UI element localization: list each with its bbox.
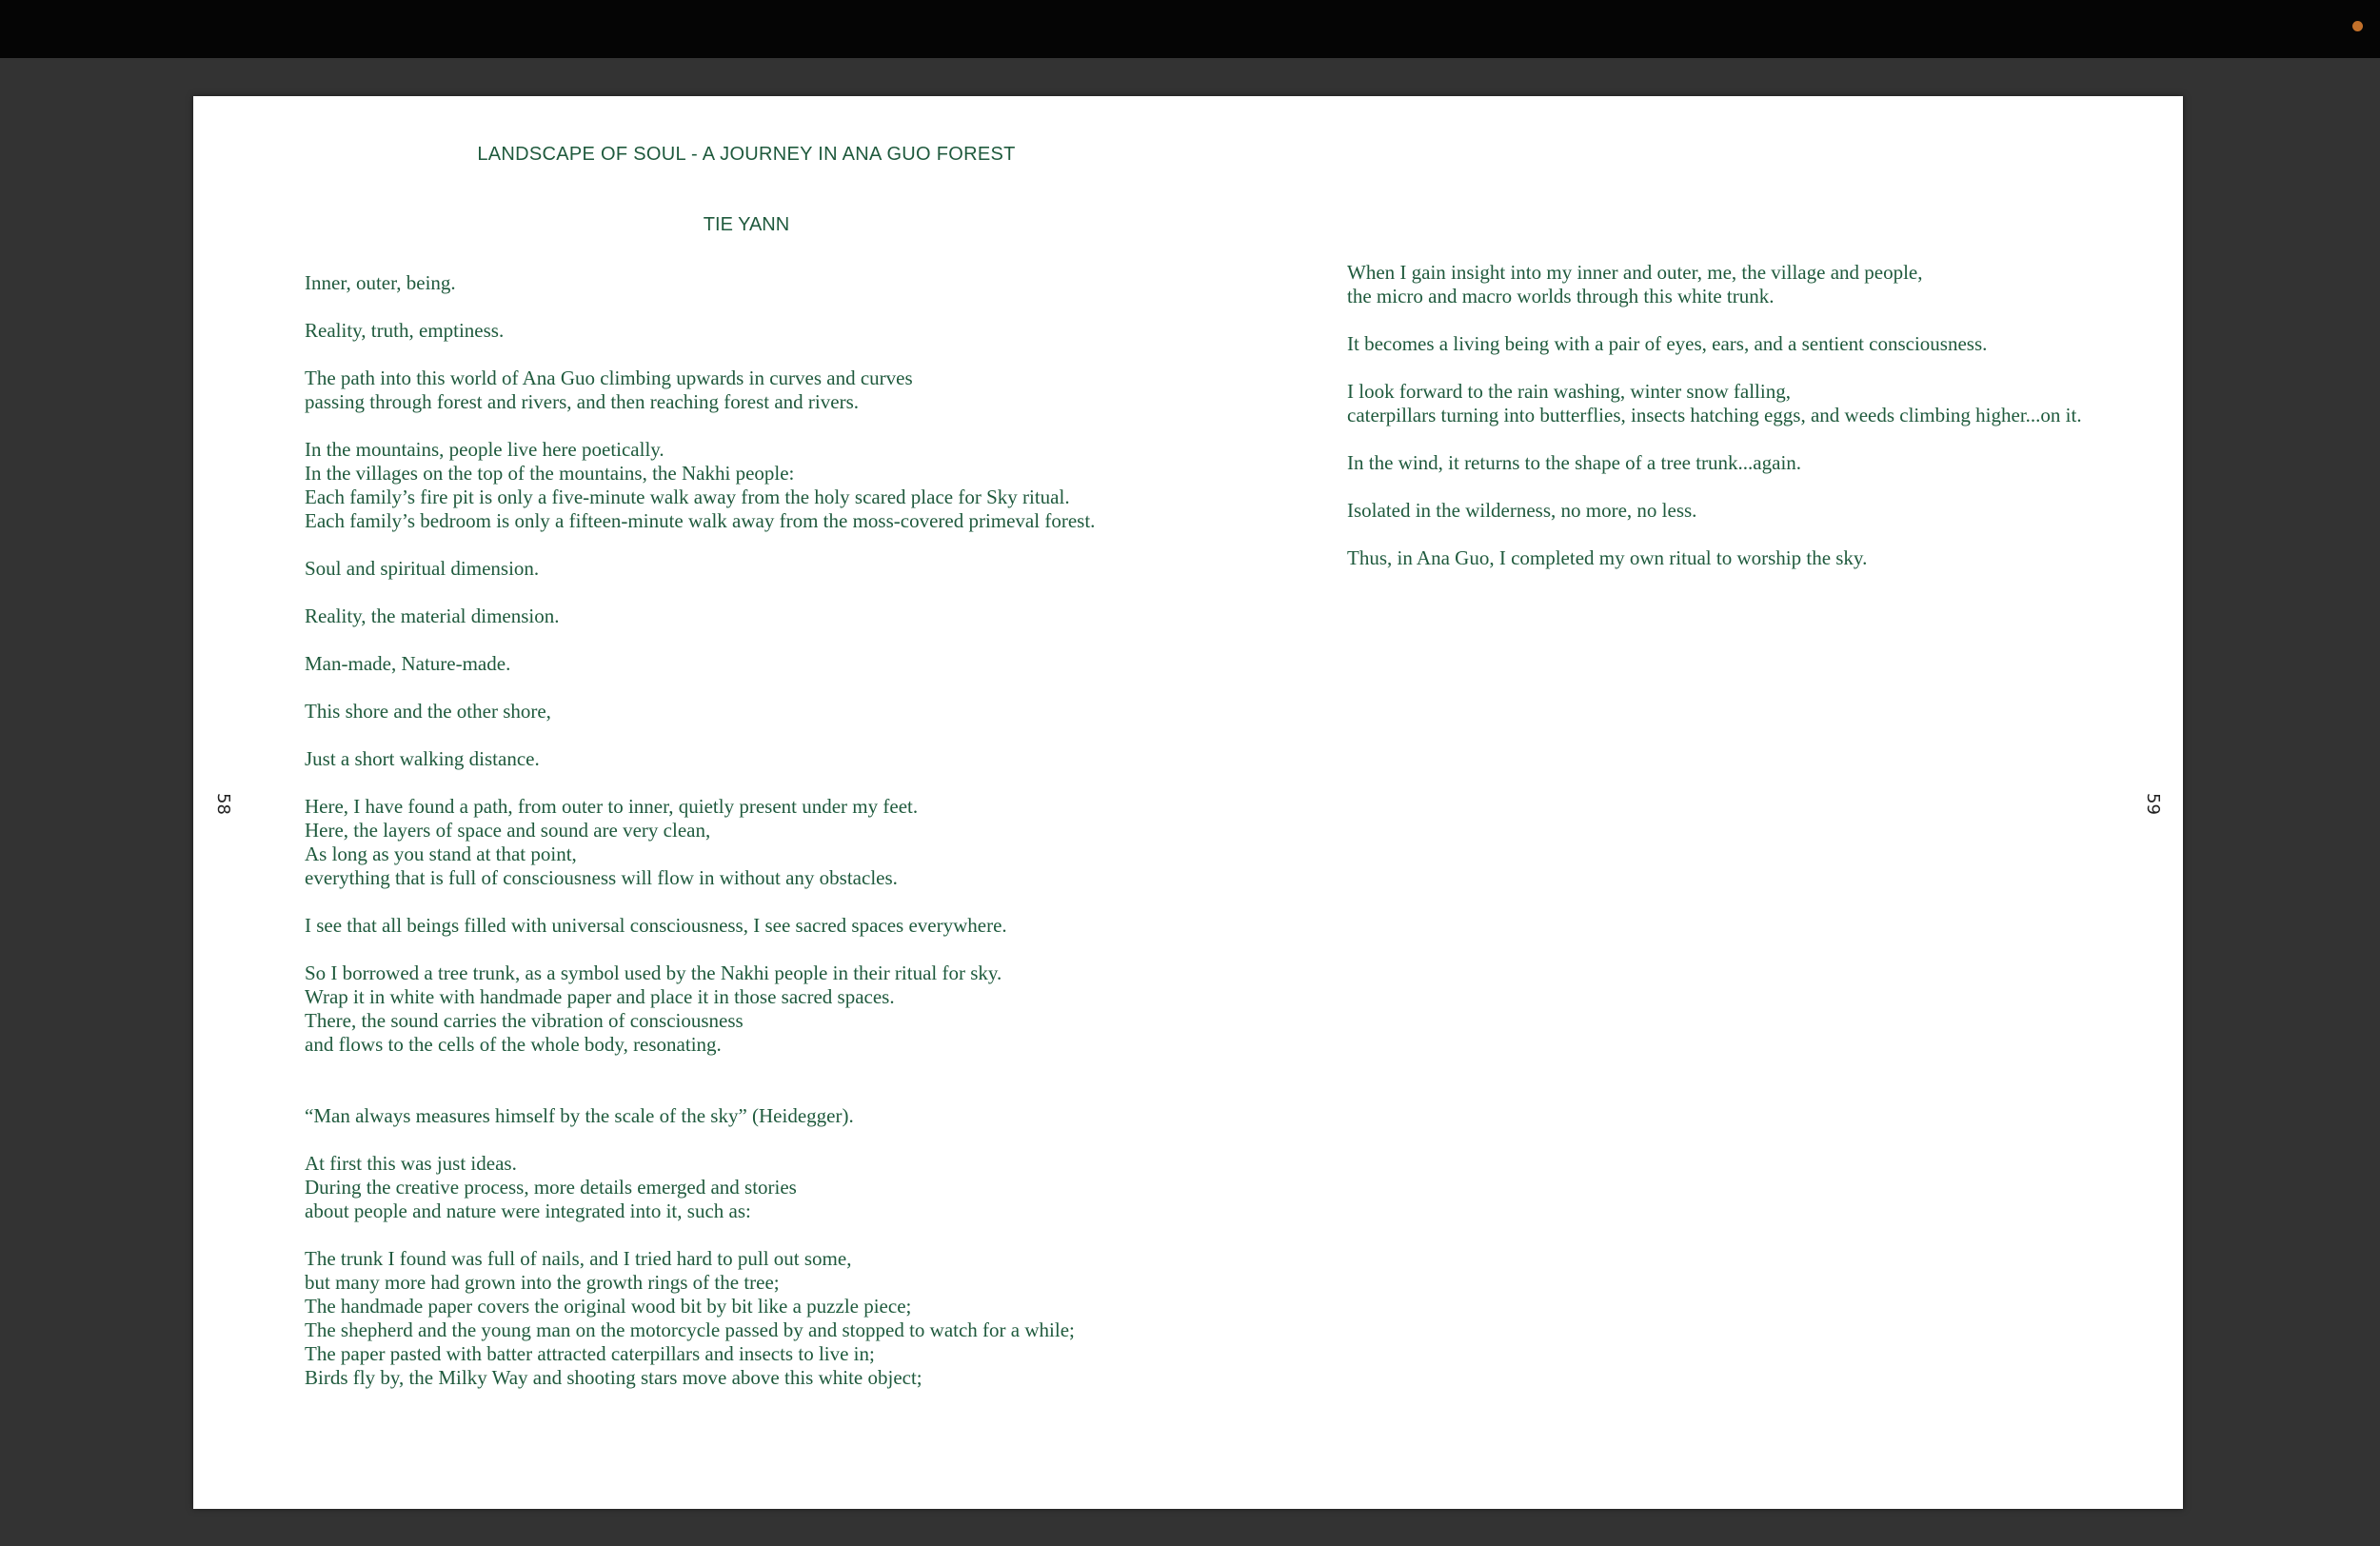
poem-line: At first this was just ideas. bbox=[305, 1152, 517, 1175]
stanza bbox=[305, 1247, 1095, 1390]
poem-line: In the mountains, people live here poetically. bbox=[305, 438, 664, 461]
stanza bbox=[305, 367, 1095, 414]
stanza bbox=[305, 438, 1095, 533]
stanza bbox=[305, 271, 1095, 295]
poem-line: Soul and spiritual dimension. bbox=[305, 557, 540, 580]
poem-line: This shore and the other shore, bbox=[305, 700, 551, 723]
stanza bbox=[1347, 546, 2082, 570]
document-title: LANDSCAPE OF SOUL - A JOURNEY IN ANA GUO FOREST bbox=[477, 144, 1016, 165]
poem-line: and flows to the cells of the whole body, resonating. bbox=[305, 1033, 722, 1056]
stanza bbox=[305, 652, 1095, 676]
poem-line: As long as you stand at that point, bbox=[305, 842, 577, 865]
poem-line: Just a short walking distance. bbox=[305, 747, 540, 770]
poem-line: passing through forest and rivers, and then reaching forest and rivers. bbox=[305, 390, 859, 413]
poem-line: The shepherd and the young man on the motorcycle passed by and stopped to watch for a while; bbox=[305, 1318, 1075, 1341]
poem-line: So I borrowed a tree trunk, as a symbol used by the Nakhi people in their ritual for sky. bbox=[305, 961, 1002, 984]
poem-line: Wrap it in white with handmade paper and place it in those sacred spaces. bbox=[305, 985, 895, 1008]
poem-line: Man-made, Nature-made. bbox=[305, 652, 511, 675]
poem-line: The handmade paper covers the original wood bit by bit like a puzzle piece; bbox=[305, 1295, 912, 1318]
poem-line: The paper pasted with batter attracted caterpillars and insects to live in; bbox=[305, 1342, 875, 1365]
poem-line: Thus, in Ana Guo, I completed my own ritual to worship the sky. bbox=[1347, 546, 1868, 569]
poem-line: Each family’s fire pit is only a five-minute walk away from the holy scared place for Sky ritual. bbox=[305, 486, 1070, 508]
poem-line: It becomes a living being with a pair of eyes, ears, and a sentient consciousness. bbox=[1347, 332, 1988, 355]
poem-line: Inner, outer, being. bbox=[305, 271, 456, 294]
book-spread bbox=[193, 96, 2183, 1509]
poem-line: “Man always measures himself by the scale of the sky” (Heidegger). bbox=[305, 1104, 854, 1127]
right-page-poem bbox=[1347, 261, 2082, 594]
poem-line: Isolated in the wilderness, no more, no less. bbox=[1347, 499, 1697, 522]
poem-line: Each family’s bedroom is only a fifteen-minute walk away from the moss-covered primeval forest. bbox=[305, 509, 1096, 532]
stanza bbox=[305, 914, 1095, 938]
stanza bbox=[305, 605, 1095, 628]
poem-line: the micro and macro worlds through this white trunk. bbox=[1347, 285, 1775, 307]
stanza bbox=[1347, 451, 2082, 475]
poem-line: When I gain insight into my inner and outer, me, the village and people, bbox=[1347, 261, 1923, 284]
stanza bbox=[305, 747, 1095, 771]
stanza bbox=[1347, 261, 2082, 308]
stanza bbox=[305, 319, 1095, 343]
right-page bbox=[1188, 96, 2183, 1509]
stanza bbox=[305, 795, 1095, 890]
document-author: TIE YANN bbox=[703, 214, 790, 235]
poem-line: about people and nature were integrated into it, such as: bbox=[305, 1199, 751, 1222]
poem-line: I look forward to the rain washing, winter snow falling, bbox=[1347, 380, 1791, 403]
poem-line: I see that all beings filled with universal consciousness, I see sacred spaces everywhere. bbox=[305, 914, 1007, 937]
poem-line: Reality, the material dimension. bbox=[305, 605, 560, 627]
poem-line: There, the sound carries the vibration of consciousness bbox=[305, 1009, 744, 1032]
status-dot-icon bbox=[2352, 21, 2363, 31]
poem-line: everything that is full of consciousness will flow in without any obstacles. bbox=[305, 866, 898, 889]
right-page-number: 59 bbox=[2142, 793, 2163, 815]
stanza bbox=[305, 557, 1095, 581]
poem-line: Reality, truth, emptiness. bbox=[305, 319, 505, 342]
poem-line: In the wind, it returns to the shape of a tree trunk...again. bbox=[1347, 451, 1802, 474]
poem-line: The trunk I found was full of nails, and I tried hard to pull out some, bbox=[305, 1247, 852, 1270]
left-page-number: 58 bbox=[212, 793, 233, 815]
left-page bbox=[193, 96, 1188, 1509]
poem-line: caterpillars turning into butterflies, insects hatching eggs, and weeds climbing higher...on it. bbox=[1347, 404, 2082, 426]
stanza bbox=[305, 961, 1095, 1057]
stanza bbox=[305, 1152, 1095, 1223]
stanza bbox=[305, 700, 1095, 723]
poem-line: Birds fly by, the Milky Way and shooting stars move above this white object; bbox=[305, 1366, 922, 1389]
poem-line: The path into this world of Ana Guo climbing upwards in curves and curves bbox=[305, 367, 913, 389]
poem-line: In the villages on the top of the mountains, the Nakhi people: bbox=[305, 462, 795, 485]
poem-line: Here, the layers of space and sound are very clean, bbox=[305, 819, 711, 842]
stanza bbox=[1347, 332, 2082, 356]
stanza bbox=[1347, 380, 2082, 427]
left-page-poem bbox=[305, 271, 1095, 1414]
poem-line: but many more had grown into the growth rings of the tree; bbox=[305, 1271, 780, 1294]
stanza bbox=[305, 1104, 1095, 1128]
stanza bbox=[1347, 499, 2082, 523]
top-bar bbox=[0, 0, 2380, 58]
poem-line: Here, I have found a path, from outer to inner, quietly present under my feet. bbox=[305, 795, 919, 818]
poem-line: During the creative process, more details emerged and stories bbox=[305, 1176, 797, 1199]
